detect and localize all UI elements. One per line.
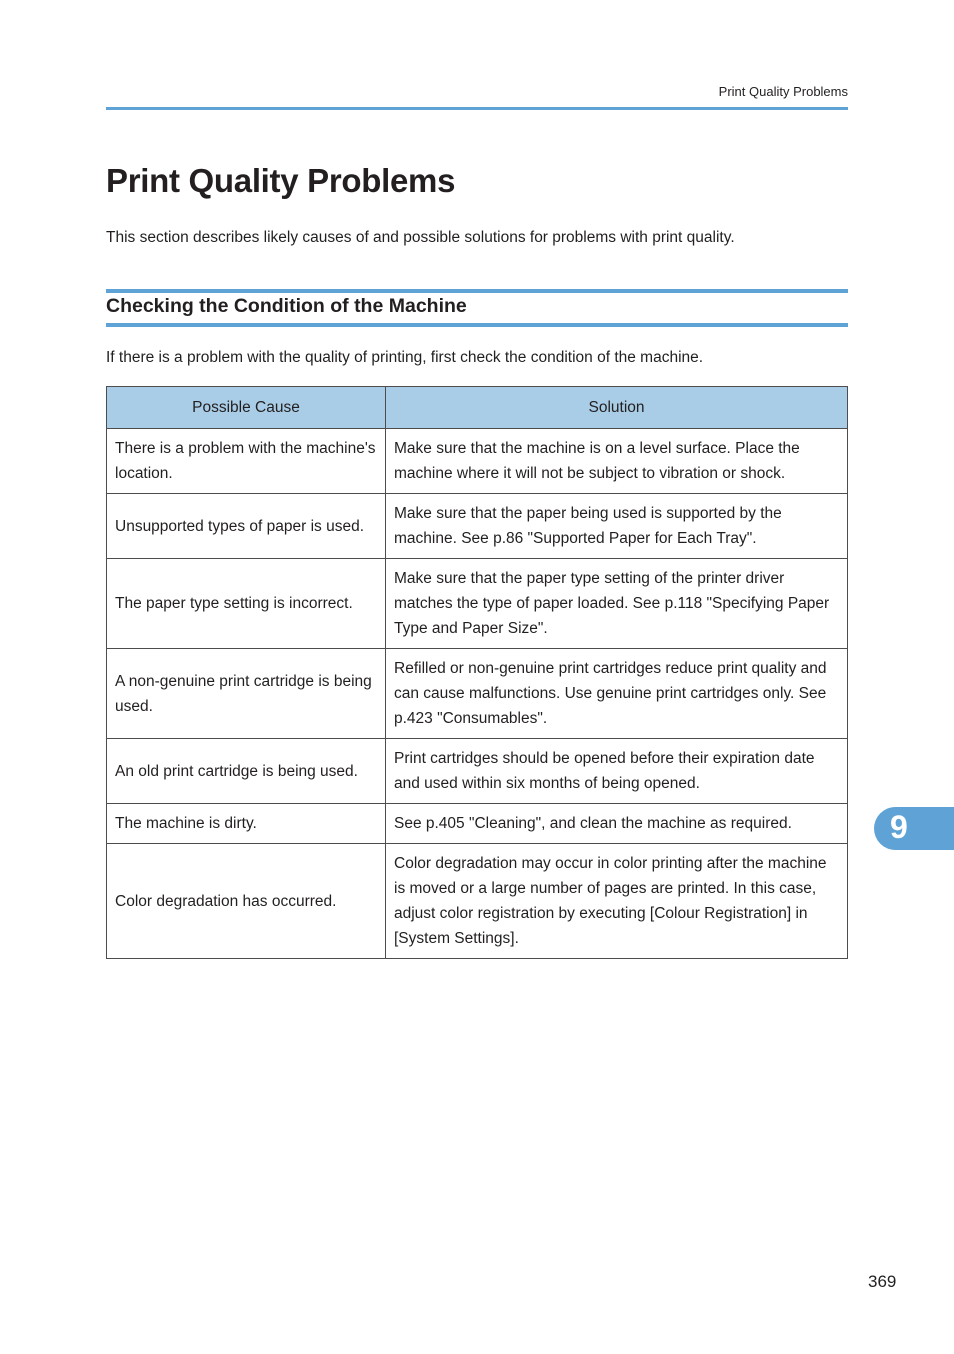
page-number: 369 <box>868 1272 897 1291</box>
chapter-tab <box>874 807 954 850</box>
table-header-row <box>107 387 848 429</box>
causes-table <box>106 386 848 959</box>
header-rule <box>106 107 848 110</box>
table-row <box>107 844 848 959</box>
cause-cell: The paper type setting is incorrect. <box>107 559 386 649</box>
section-bottom-rule <box>106 323 848 327</box>
running-header: Print Quality Problems <box>718 84 848 99</box>
cause-cell: Unsupported types of paper is used. <box>107 494 386 559</box>
page-intro: This section describes likely causes of and possible solutions for problems with print quality. <box>106 229 735 246</box>
cause-cell: There is a problem with the machine's location. <box>107 429 386 494</box>
solution-cell: Make sure that the paper being used is supported by the machine. See p.86 "Supported Paper for Each Tray". <box>386 494 848 559</box>
table-row <box>107 559 848 649</box>
column-header-cause: Possible Cause <box>107 387 386 429</box>
solution-cell: Print cartridges should be opened before their expiration date and used within six months of being opened. <box>386 739 848 804</box>
table-row <box>107 804 848 844</box>
section-intro: If there is a problem with the quality of printing, first check the condition of the machine. <box>106 349 704 366</box>
section-title: Checking the Condition of the Machine <box>106 295 467 317</box>
solution-cell: Color degradation may occur in color printing after the machine is moved or a large number of pages are printed. In this case, adjust color registration by executing [Colour Registration] in [System Settings]. <box>386 844 848 959</box>
chapter-number: 9 <box>890 809 908 845</box>
table-row <box>107 429 848 494</box>
cause-cell: Color degradation has occurred. <box>107 844 386 959</box>
cause-cell: The machine is dirty. <box>107 804 386 844</box>
table-row <box>107 739 848 804</box>
cause-cell: A non-genuine print cartridge is being used. <box>107 649 386 739</box>
table-row <box>107 649 848 739</box>
page-title: Print Quality Problems <box>106 162 456 199</box>
column-header-solution: Solution <box>386 387 848 429</box>
solution-cell: Refilled or non-genuine print cartridges reduce print quality and can cause malfunctions. Use genuine print cartridges only. See p.423 "Consumables". <box>386 649 848 739</box>
cause-cell: An old print cartridge is being used. <box>107 739 386 804</box>
section-top-rule <box>106 289 848 293</box>
solution-cell: Make sure that the machine is on a level surface. Place the machine where it will not be subject to vibration or shock. <box>386 429 848 494</box>
solution-cell: Make sure that the paper type setting of the printer driver matches the type of paper loaded. See p.118 "Specifying Paper Type and Paper Size". <box>386 559 848 649</box>
table-row <box>107 494 848 559</box>
solution-cell: See p.405 "Cleaning", and clean the machine as required. <box>386 804 848 844</box>
